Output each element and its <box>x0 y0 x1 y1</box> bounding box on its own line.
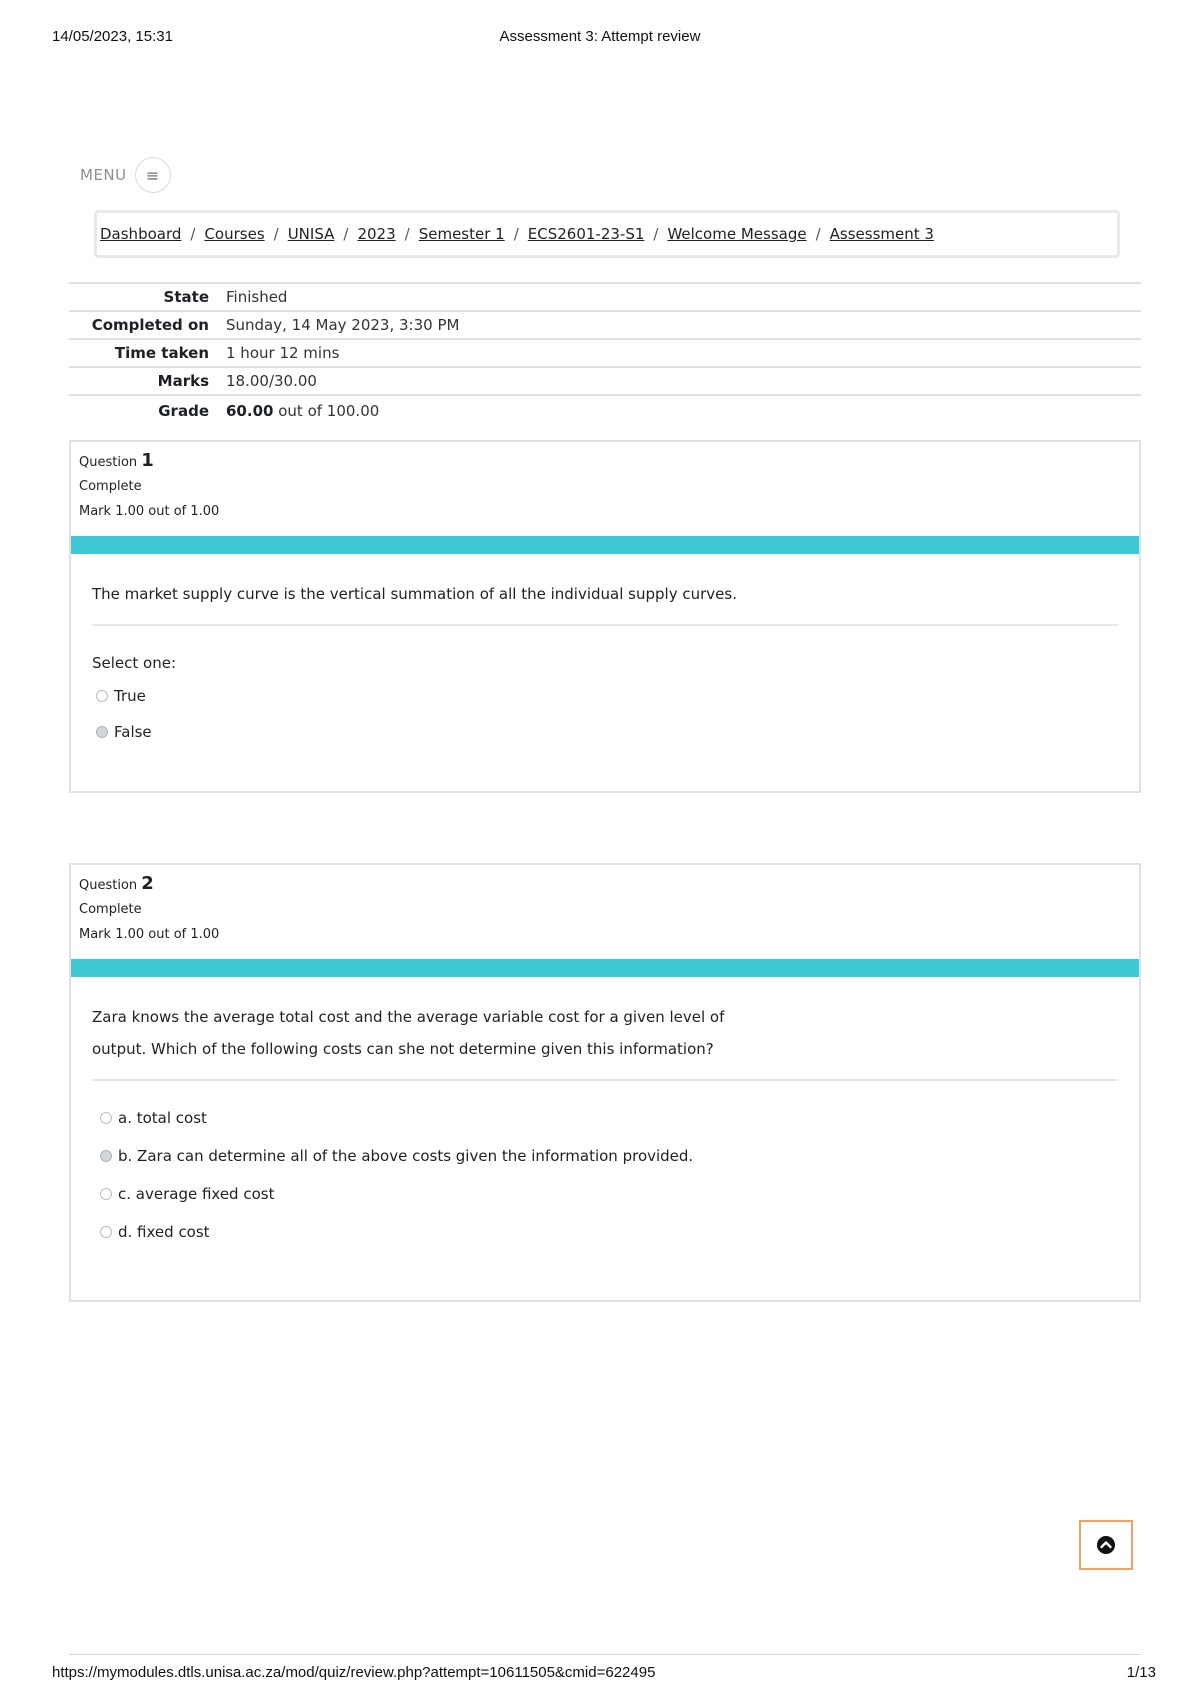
radio-button-selected[interactable] <box>100 1150 112 1162</box>
question-bar <box>71 536 1139 554</box>
radio-button[interactable] <box>100 1188 112 1200</box>
breadcrumb-assessment[interactable]: Assessment 3 <box>829 225 934 243</box>
answer-option-c[interactable] <box>92 1175 1118 1213</box>
question-mark: Mark 1.00 out of 1.00 <box>79 927 220 942</box>
summary-row-grade <box>69 396 1141 426</box>
answer-option-a[interactable] <box>92 1099 1118 1137</box>
radio-button[interactable] <box>100 1226 112 1238</box>
question-text-line: output. Which of the following costs can she not determine given this information? <box>92 1040 714 1058</box>
radio-button[interactable] <box>96 690 108 702</box>
breadcrumb <box>94 210 1120 258</box>
summary-label: Completed on <box>91 316 209 334</box>
breadcrumb-dashboard[interactable]: Dashboard <box>100 225 182 243</box>
question-number <box>79 450 1139 471</box>
footer-divider <box>69 1654 1141 1655</box>
answer-label: a. total cost <box>118 1109 207 1127</box>
question-state: Complete <box>79 479 142 494</box>
question-text <box>92 977 1118 1081</box>
breadcrumb-separator: / <box>273 225 279 243</box>
question-state: Complete <box>79 902 142 917</box>
question-bar <box>71 959 1139 977</box>
summary-label: Time taken <box>114 344 209 362</box>
breadcrumb-year[interactable]: 2023 <box>357 225 396 243</box>
breadcrumb-separator: / <box>513 225 519 243</box>
menu-label: MENU <box>80 166 127 184</box>
question-mark: Mark 1.00 out of 1.00 <box>79 504 220 519</box>
summary-row-completed <box>69 312 1141 340</box>
summary-value: Finished <box>226 288 288 306</box>
breadcrumb-separator: / <box>343 225 349 243</box>
breadcrumb-separator: / <box>190 225 196 243</box>
answer-label: b. Zara can determine all of the above costs given the information provided. <box>118 1147 694 1165</box>
breadcrumb-welcome-message[interactable]: Welcome Message <box>667 225 807 243</box>
question-1 <box>69 440 1141 793</box>
question-info <box>71 865 1139 959</box>
print-header <box>52 28 1148 52</box>
answer-option-true[interactable] <box>92 678 1118 714</box>
question-number <box>79 873 1139 894</box>
radio-button[interactable] <box>100 1112 112 1124</box>
breadcrumb-course[interactable]: ECS2601-23-S1 <box>527 225 645 243</box>
summary-label: Marks <box>157 372 209 390</box>
hamburger-icon[interactable]: ≡ <box>135 157 171 193</box>
question-label: Question <box>79 878 138 893</box>
answer-option-b[interactable] <box>92 1137 1118 1175</box>
back-to-top-button[interactable] <box>1079 1520 1133 1570</box>
question-label: Question <box>79 455 138 470</box>
answer-label: d. fixed cost <box>118 1223 210 1241</box>
question-number-value: 2 <box>141 873 154 894</box>
grade-suffix: out of 100.00 <box>278 402 380 420</box>
breadcrumb-separator: / <box>653 225 659 243</box>
question-info <box>71 442 1139 536</box>
radio-button-selected[interactable] <box>96 726 108 738</box>
summary-value: Sunday, 14 May 2023, 3:30 PM <box>226 316 460 334</box>
summary-value: 1 hour 12 mins <box>226 344 340 362</box>
attempt-summary-table <box>69 282 1141 426</box>
question-2 <box>69 863 1141 1302</box>
breadcrumb-separator: / <box>404 225 410 243</box>
print-datetime: 14/05/2023, 15:31 <box>52 28 173 45</box>
chevron-up-circle-icon <box>1096 1535 1116 1555</box>
summary-row-time-taken <box>69 340 1141 368</box>
question-text: The market supply curve is the vertical summation of all the individual supply curves. <box>92 554 1118 626</box>
question-text-line: Zara knows the average total cost and the average variable cost for a given level of <box>92 1008 725 1026</box>
answer-label: True <box>114 687 146 705</box>
answer-option-false[interactable] <box>92 714 1118 750</box>
menu-toggle[interactable] <box>80 157 171 193</box>
answer-option-d[interactable] <box>92 1213 1118 1251</box>
summary-label: Grade <box>158 402 209 420</box>
question-body <box>71 554 1139 750</box>
summary-value <box>226 402 379 420</box>
answer-label: c. average fixed cost <box>118 1185 275 1203</box>
print-url: https://mymodules.dtls.unisa.ac.za/mod/quiz/review.php?attempt=10611505&cmid=622495 <box>52 1664 656 1681</box>
answer-label: False <box>114 723 152 741</box>
breadcrumb-unisa[interactable]: UNISA <box>287 225 335 243</box>
question-body <box>71 977 1139 1251</box>
question-number-value: 1 <box>141 450 154 471</box>
select-one-prompt: Select one: <box>92 654 177 672</box>
breadcrumb-courses[interactable]: Courses <box>204 225 265 243</box>
breadcrumb-separator: / <box>815 225 821 243</box>
page-number: 1/13 <box>1126 1664 1156 1681</box>
breadcrumb-semester[interactable]: Semester 1 <box>418 225 505 243</box>
summary-row-state <box>69 284 1141 312</box>
summary-row-marks <box>69 368 1141 396</box>
print-footer <box>52 1664 1156 1684</box>
grade-value: 60.00 <box>226 402 274 420</box>
summary-label: State <box>163 288 209 306</box>
summary-value: 18.00/30.00 <box>226 372 317 390</box>
print-title: Assessment 3: Attempt review <box>499 28 701 45</box>
